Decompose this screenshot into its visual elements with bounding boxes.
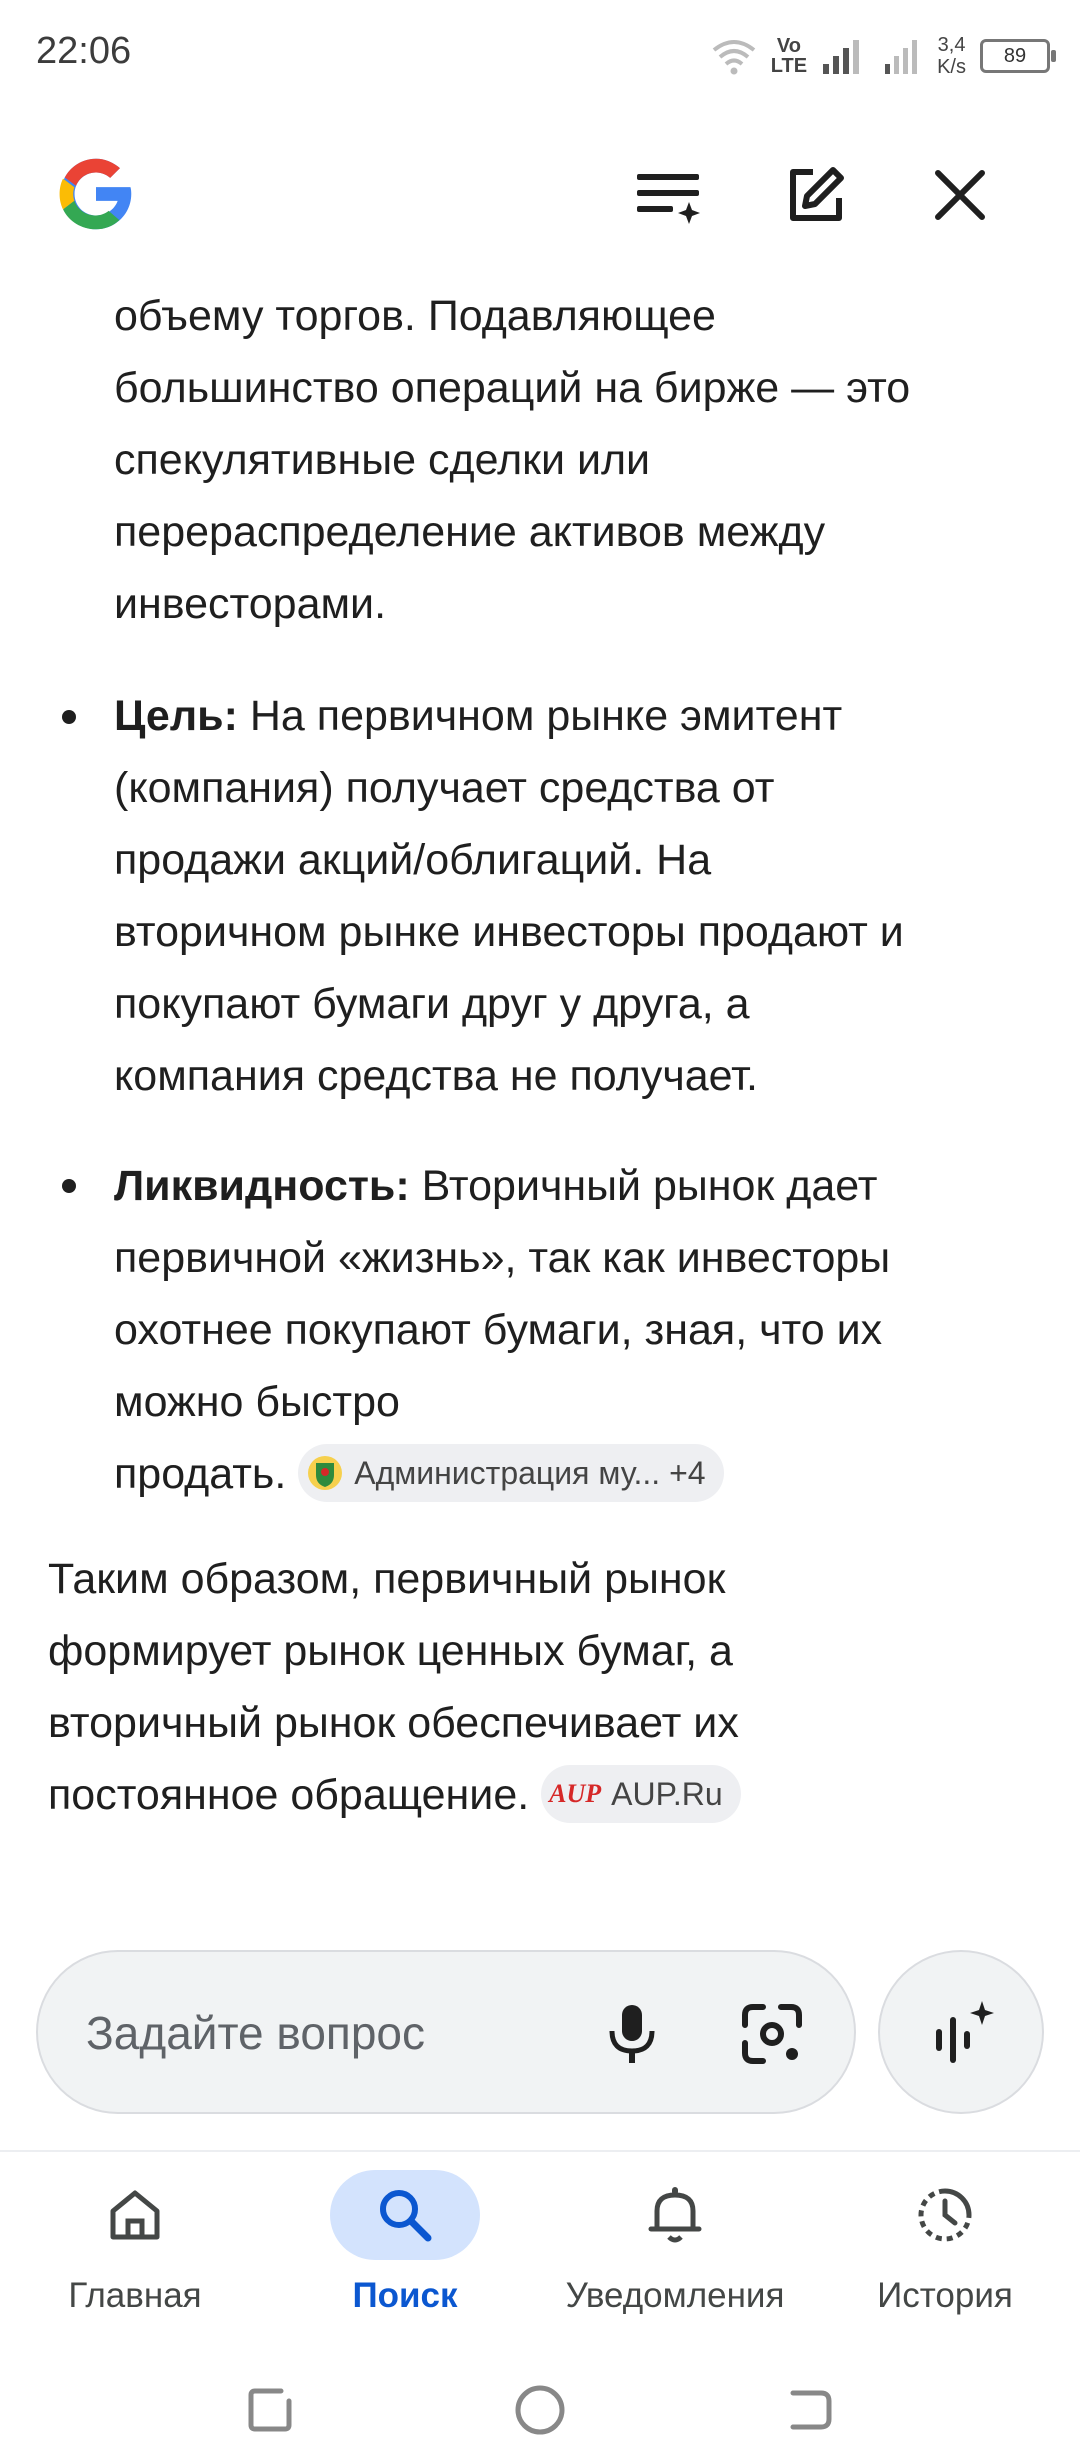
lens-search-button[interactable] — [732, 1994, 812, 2074]
edit-icon — [783, 162, 849, 228]
bullet-liquidity-label: Ликвидность: — [114, 1162, 410, 1210]
bullet-dot — [62, 1179, 76, 1193]
ai-mode-button[interactable] — [878, 1950, 1044, 2114]
search-icon — [376, 2186, 434, 2244]
nav-search[interactable] — [270, 2152, 540, 2342]
bottom-navigation — [0, 2150, 1080, 2342]
status-bar — [0, 0, 1080, 110]
history-list-icon — [633, 160, 703, 230]
microphone-icon — [607, 2003, 657, 2065]
source-chip-label: AUP.Ru — [611, 1775, 723, 1812]
close-button[interactable] — [920, 155, 1000, 235]
source-chip-aup[interactable] — [541, 1765, 740, 1823]
recent-apps-icon — [245, 2385, 295, 2435]
wifi-icon — [711, 36, 757, 76]
google-g-logo[interactable] — [50, 148, 142, 240]
nav-search-label: Поиск — [352, 2276, 458, 2315]
home-system-button[interactable] — [500, 2370, 580, 2450]
nav-home[interactable] — [0, 2152, 270, 2342]
nav-home-label: Главная — [68, 2276, 202, 2315]
summary-paragraph: Таким образом, первичный рынок формирует рынок ценных бумаг, а вторичный рынок обеспечивает их постоянное обращение. AUP AUP.Ru — [48, 1543, 1038, 1831]
source-chip-label: Администрация му... +4 — [354, 1454, 706, 1491]
battery-icon — [980, 39, 1050, 73]
nav-history[interactable] — [810, 2152, 1080, 2342]
home-circle-icon — [513, 2383, 567, 2437]
back-button[interactable] — [770, 2370, 850, 2450]
app-header — [0, 130, 1080, 260]
home-icon — [107, 2187, 163, 2243]
google-lens-icon — [741, 2003, 803, 2065]
recent-apps-button[interactable] — [230, 2370, 310, 2450]
battery-level: 89 — [1003, 44, 1027, 67]
bullet-goal: Цель: На первичном рынке эмитент (компания) получает средства от продажи акций/облигаций. На вторичном рынке инвесторы продают и покупают бумаги друг у друга, а компания средства не получает. — [114, 692, 904, 1100]
nav-history-label: История — [877, 2276, 1013, 2315]
bullet-goal-label: Цель: — [114, 692, 238, 740]
edit-button[interactable] — [776, 155, 856, 235]
signal-icon-2 — [883, 38, 923, 74]
voice-search-button[interactable] — [592, 1994, 672, 2074]
coat-of-arms-icon — [306, 1454, 344, 1492]
close-icon — [932, 167, 988, 223]
ai-voice-sparkle-icon — [926, 1997, 996, 2067]
bell-icon — [647, 2185, 703, 2245]
network-speed: 3,4 K/s — [937, 34, 966, 78]
history-icon — [915, 2185, 975, 2245]
ask-bar[interactable] — [36, 1950, 856, 2114]
bullet-liquidity: Ликвидность: Вторичный рынок дает первичной «жизнь», так как инвесторы охотнее покупают бумаги, зная, что их можно быстро продать. Администрация му... +4 — [114, 1150, 1014, 1510]
continuation-paragraph: объему торгов. Подавляющее большинство операций на бирже — это спекулятивные сделки или перераспределение активов между инвесторами. — [114, 292, 911, 628]
aup-logo-icon: AUP — [549, 1778, 602, 1808]
nav-notifications-label: Уведомления — [565, 2276, 785, 2315]
source-chip-administration[interactable] — [298, 1444, 723, 1502]
system-navigation-bar — [0, 2350, 1080, 2460]
status-icons — [711, 26, 1050, 86]
history-list-button[interactable] — [628, 155, 708, 235]
nav-notifications[interactable] — [540, 2152, 810, 2342]
status-time: 22:06 — [36, 30, 132, 72]
bullet-dot — [62, 710, 76, 724]
signal-icon — [821, 38, 869, 74]
back-icon — [785, 2385, 835, 2435]
ask-input-placeholder[interactable]: Задайте вопрос — [86, 2007, 425, 2059]
volte-indicator: Vo LTE — [770, 35, 808, 77]
